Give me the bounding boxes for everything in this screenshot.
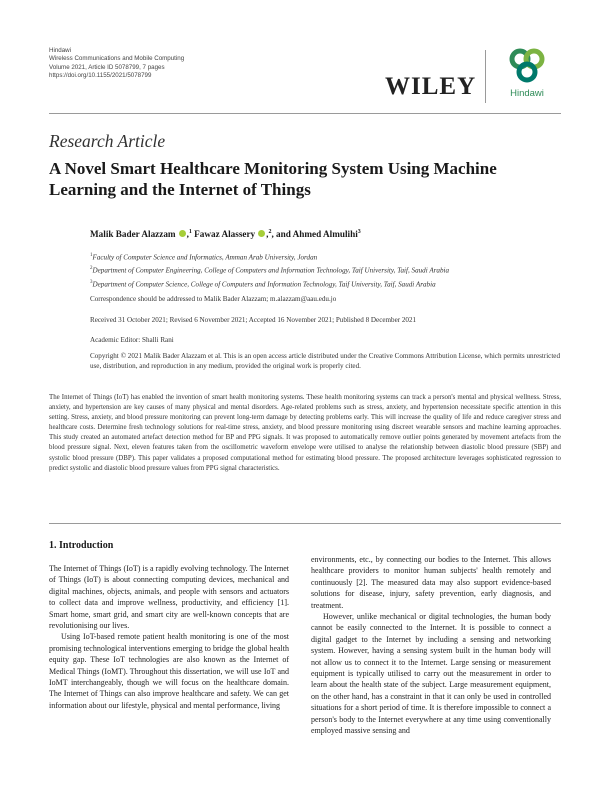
- article-type: Research Article: [49, 131, 166, 151]
- paragraph: The Internet of Things (IoT) is a rapidly evolving technology. The Internet of Things (IoT) is about connecting computing devices, mechanical and digital machines, objects, animals, and people with sensors and actuators to collect data and improve wellness, productivity, and efficiency [1]. Smart home, smart grid, and smart city are well-known concepts that are revolutionising our lives.: [49, 564, 289, 631]
- affil-sup: 2: [90, 266, 93, 272]
- affil-sup: 1: [90, 253, 93, 258]
- affiliations: [90, 250, 560, 290]
- author-separator: ,: [266, 229, 269, 240]
- hindawi-rings-icon: [504, 47, 550, 85]
- paragraph: However, unlike mechanical or digital technologies, the human body cannot be easily connected to the Internet. It is possible to connect a digital gadget to the Internet by including a sensing and networking system. However, having a sensing system built in the human body will not allow us to connect it to the Internet. Large sensing or measurement equipment is typically utilised to carry out the measurement in order to learn about the health state of the subject. Large measurement equipment, on the other hand, has a constraint in that it can only be used in controlled situations for a short period of time. It is therefore impossible to connect a person's body to the Internet everywhere at any time using conventionally employed massive sensing and: [311, 612, 551, 736]
- correspondence: Correspondence should be addressed to Malik Bader Alazzam; m.alazzam@aau.edu.jo: [90, 295, 337, 303]
- publication-dates: Received 31 October 2021; Revised 6 November 2021; Accepted 16 November 2021; Published 8 December 2021: [90, 316, 417, 324]
- author-list: [90, 229, 361, 239]
- author-affil-sup: 2: [268, 229, 272, 235]
- author-name: Fawaz Alassery: [194, 229, 256, 240]
- author-affil-sup: 3: [357, 229, 361, 235]
- author-name: Malik Bader Alazzam: [90, 229, 176, 240]
- wiley-logo: WILEY: [385, 73, 477, 100]
- academic-editor: Academic Editor: Shalli Rani: [90, 336, 174, 344]
- header-rule: [49, 113, 561, 114]
- affil-text: Department of Computer Engineering, College of Computers and Information Technology, Taif University, Taif, Saudi Arabia: [92, 266, 450, 275]
- author-affil-sup: 1: [188, 229, 192, 235]
- author-separator: ,: [186, 229, 189, 240]
- hindawi-wordmark: Hindawi: [510, 88, 544, 99]
- article-title: A Novel Smart Healthcare Monitoring System Using Machine Learning and the Internet of Things: [49, 159, 497, 199]
- journal-info: [49, 47, 184, 81]
- right-column: [311, 554, 551, 737]
- abstract-rule: [49, 523, 561, 524]
- copyright-notice: Copyright © 2021 Malik Bader Alazzam et al. This is an open access article distributed under the Creative Commons Attribution License, which permits unrestricted use, distribution, and reproduction in any medium, provided the original work is properly cited.: [90, 352, 560, 370]
- publisher-line: Hindawi: [49, 47, 72, 54]
- abstract: The Internet of Things (IoT) has enabled the invention of smart health monitoring systems. These health monitoring systems can track a person's mental and physical wellness. Stress, anxiety, and hypertension are key causes of many physical and mental disorders. Age-related problems such as stress, anxiety, and hypertension necessitate specific attention in this setting. Stress, anxiety, and blood pressure monitoring can prevent long-term damage by detecting problems early. This will increase the quality of life and reduce caregiver stress and healthcare costs. Determine fresh technology solutions for real-time stress, anxiety, and blood pressure monitoring using discreet wearable sensors and machine learning approaches. This study created an automated artefact detection method for BP and PPG signals. It was proposed to automatically remove outlier points generated by movement artefacts from the blood pressure signal. Next, eleven features taken from the oscillometric waveform envelope were utilised to analyse the relationship between diastolic blood pressure (SBP) and systolic blood pressure (DBP). This paper validates a proposed computational method for estimating blood pressure. The proposed architecture leverages sophisticated regression to predict systolic and diastolic blood pressure values from PPG signal characteristics.: [49, 394, 561, 472]
- orcid-icon[interactable]: [258, 230, 265, 237]
- affil-sup: 3: [90, 279, 93, 285]
- left-column: [49, 563, 289, 711]
- affiliation: [90, 277, 560, 290]
- journal-name: Wireless Communications and Mobile Computing: [49, 55, 185, 63]
- hindawi-logo: [498, 47, 556, 103]
- paragraph: environments, etc., by connecting our bodies to the Internet. This allows healthcare providers to monitor human subjects' health remotely and continuously [2]. The measured data may also support evidence-based solutions for disease, injury, safety prevention, early diagnosis, and treatment.: [311, 555, 551, 610]
- affil-text: Faculty of Computer Science and Informatics, Amman Arab University, Jordan: [92, 253, 318, 262]
- author-name: Ahmed Almulihi: [292, 229, 358, 240]
- orcid-icon[interactable]: [179, 230, 186, 237]
- logo-divider: [485, 50, 486, 103]
- volume-line: Volume 2021, Article ID 5078799, 7 pages: [49, 63, 165, 71]
- section-heading: 1. Introduction: [49, 540, 114, 551]
- doi-link[interactable]: https://doi.org/10.1155/2021/5078799: [49, 72, 152, 80]
- author-separator: , and: [271, 229, 293, 240]
- affiliation: [90, 263, 560, 276]
- paragraph: Using IoT-based remote patient health monitoring is one of the most promising technological interventions emerging to bridge the global health equity gap. These IoT technologies are also known as the Internet of Medical Things (IoMT). Throughout this dissertation, we will use IoT and IoMT interchangeably, though we will focus on the healthcare domain. The Internet of Things can also improve healthcare and safety. We can get information about our lifestyle, physical and mental performance, living: [49, 632, 289, 710]
- affil-text: Department of Computer Science, College of Computers and Information Technology, Taif University, Taif, Saudi Arabia: [92, 280, 436, 289]
- affiliation: [90, 250, 560, 263]
